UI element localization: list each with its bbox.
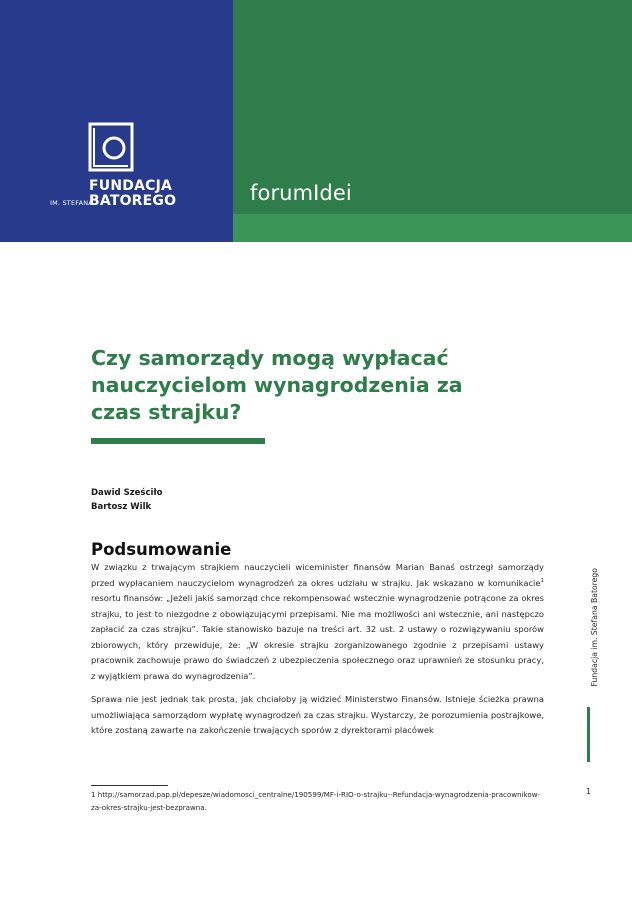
article-title: Czy samorządy mogą wypłacać nauczycielom wynagrodzenia za czas strajku? — [91, 346, 463, 424]
logo-subtitle: IM. STEFANA — [50, 199, 93, 207]
side-org-text: Fundacja im. Stefana Batorego — [590, 568, 599, 687]
page-header — [0, 0, 632, 242]
logo-text-line1: FUNDACJA — [89, 178, 173, 194]
author-name: Bartosz Wilk — [91, 502, 152, 512]
header-green-strip — [233, 214, 632, 242]
footnote-ref[interactable]: 1 — [540, 577, 544, 584]
body-paragraph: Sprawa nie jest jednak tak prosta, jak chciałoby ją widzieć Ministerstwo Finansów. Istnieje ścieżka prawna umożliwiająca samorządom wypłatę wynagrodzeń za czas strajku. Wystarczy, że porozumienia postrajkowe, które zostaną zawarte na zakończenie trwających sporów z dyrektorami placówek — [91, 694, 544, 735]
footnote-divider — [91, 785, 168, 786]
foundation-logo-icon — [88, 122, 134, 172]
page-number: 1 — [586, 787, 592, 796]
footnote: 1 http://samorzad.pap.pl/depesze/wiadomosci_centralne/190599/MF-i-RIO-o-strajku--Refundacja-wynagrodzenia-pracownikow-za-okres-strajku-jest-bezprawna. — [91, 790, 541, 812]
paragraph-text: resortu finansów: „Jeżeli jakiś samorząd chce rekompensować wstecznie wynagrodzenie potrącone za okres strajku, to jest to niezgodne z obowiązującymi przepisami. Nie ma możliwości ani wstecznie, ani następczo zapłacić za czas strajku”. Takie stanowisko bazuje na treści art. 32 ust. 2 ustawy o rozwiązywaniu sporów zbiorowych, który przewiduje, że: „W okresie strajku zorganizowanego zgodnie z przepisami ustawy pracownik zachowuje prawo do świadczeń z ubezpieczenia społecznego oraz uprawnień ze stosunku pracy, z wyjątkiem prawa do wynagrodzenia”. — [91, 593, 544, 681]
title-underline — [91, 438, 265, 444]
paragraph-text: W związku z trwającym strajkiem nauczycieli wiceminister finansów Marian Banaś ostrzegł samorządy przed wypłacaniem nauczycielom wynagrodzeń za okres udziału w strajku. Jak wskazano w komunikacie — [91, 562, 544, 588]
series-title: forumIdei — [250, 181, 352, 205]
author-name: Dawid Sześciło — [91, 488, 163, 498]
side-accent-bar — [587, 707, 590, 762]
logo-text-line2: BATOREGO — [89, 193, 177, 209]
body-paragraph — [91, 560, 544, 684]
side-label — [583, 568, 597, 692]
section-heading: Podsumowanie — [91, 540, 232, 559]
